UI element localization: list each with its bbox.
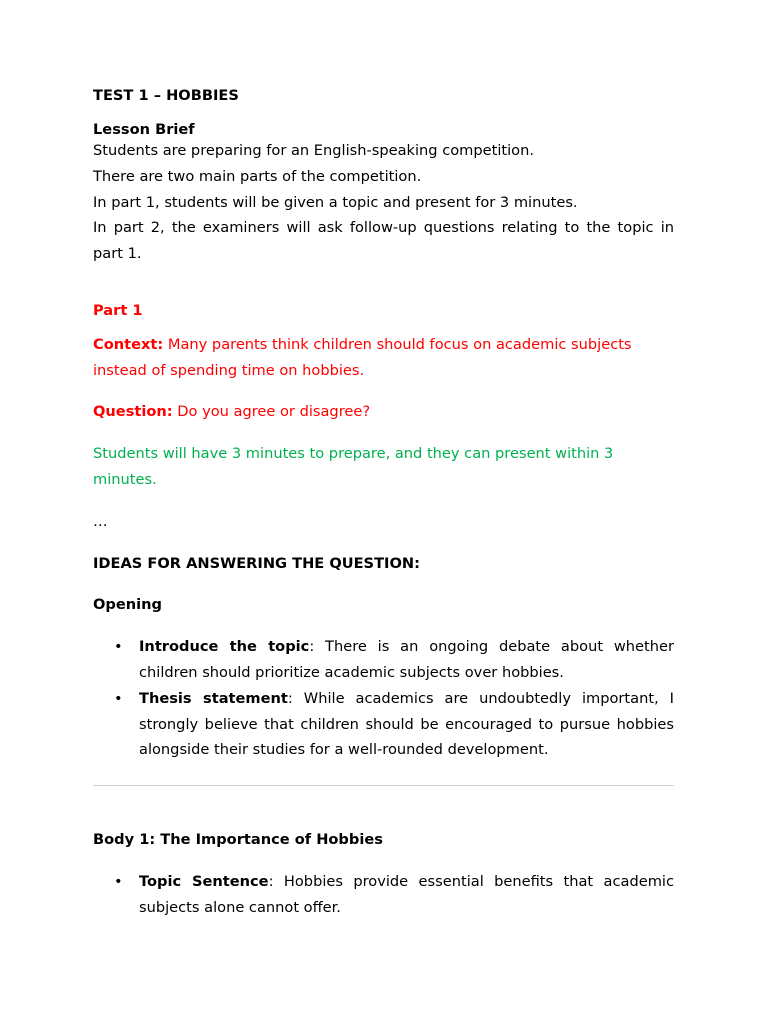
bullet-label: Topic Sentence: [139, 872, 269, 890]
horizontal-divider: [93, 785, 674, 786]
body1-section: [93, 827, 674, 920]
context-text: Many parents think children should focus on academic subjects instead of spending time on hobbies.: [93, 335, 632, 379]
body1-bullet-list: [93, 869, 674, 921]
list-item: [93, 634, 674, 686]
lesson-brief-line: There are two main parts of the competition.: [93, 167, 422, 185]
bullet-text: : There is an ongoing debate about whether children should prioritize academic subjects over hobbies.: [139, 638, 674, 681]
opening-heading: Opening: [93, 596, 162, 614]
bullet-text: : Hobbies provide essential benefits that academic subjects alone cannot offer.: [139, 872, 674, 916]
bullet-icon: •: [114, 689, 123, 707]
bullet-icon: •: [114, 872, 123, 890]
context-label: Context:: [93, 335, 164, 353]
context-paragraph: [93, 332, 674, 384]
lesson-brief-section: [93, 121, 674, 267]
question-text: Do you agree or disagree?: [172, 403, 371, 421]
bullet-label: Thesis statement: [139, 689, 288, 707]
bullet-icon: •: [114, 638, 123, 656]
list-item: [93, 869, 674, 921]
question-label: Question:: [93, 403, 173, 421]
part1-heading: Part 1: [93, 302, 143, 319]
instruction-paragraph: Students will have 3 minutes to prepare, and they can present within 3 minutes.: [93, 445, 614, 488]
bullet-text: : While academics are undoubtedly important, I strongly believe that children should be encouraged to pursue hobbies alongside their studies for a well-rounded development.: [139, 689, 674, 759]
ideas-heading: IDEAS FOR ANSWERING THE QUESTION:: [93, 554, 420, 572]
ellipsis: …: [93, 512, 108, 530]
lesson-brief-line: In part 1, students will be given a topic and present for 3 minutes.: [93, 193, 578, 211]
part1-section: [93, 298, 674, 763]
lesson-brief-line: In part 2, the examiners will ask follow-up questions relating to the topic in part 1.: [93, 219, 674, 263]
question-paragraph: [93, 399, 674, 425]
bullet-label: Introduce the topic: [139, 638, 310, 656]
lesson-brief-heading: Lesson Brief: [93, 121, 195, 138]
list-item: [93, 686, 674, 763]
body1-heading: Body 1: The Importance of Hobbies: [93, 831, 383, 848]
lesson-brief-line: Students are preparing for an English-speaking competition.: [93, 142, 534, 159]
document-title: TEST 1 – HOBBIES: [93, 87, 239, 104]
opening-bullet-list: [93, 634, 674, 763]
